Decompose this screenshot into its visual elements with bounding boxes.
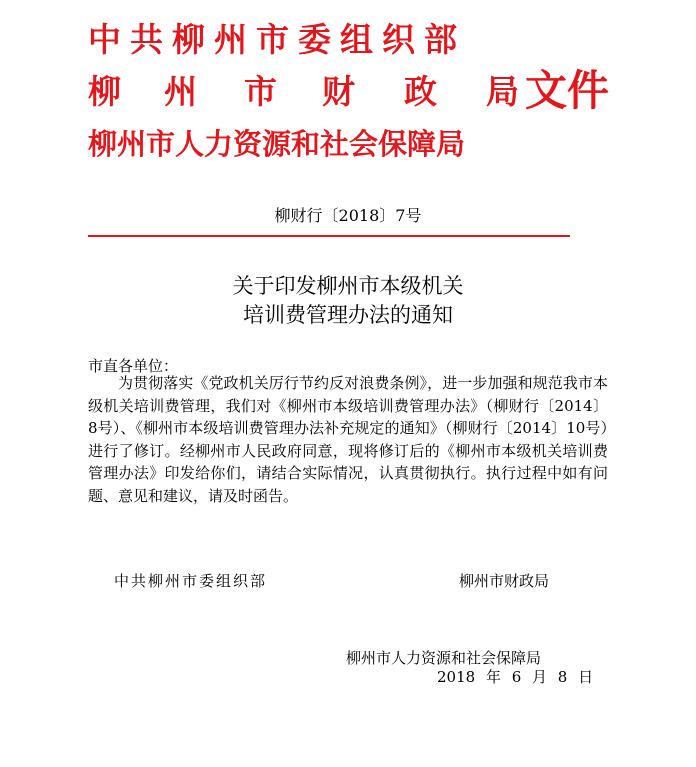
issuer-char: 州 [164,72,197,111]
issuer-line-hr-bureau: 柳州市人力资源和社会保障局 [88,127,466,161]
signature-organization-department: 中共柳州市委组织部 [114,572,268,590]
issuer-char: 柳 [88,72,121,111]
issue-date: 2018 年 6 月 8 日 [437,668,594,686]
issuer-char: 财 [322,72,355,111]
document-title-line-2: 培训费管理办法的通知 [243,303,453,327]
document-number: 柳财行〔2018〕7号 [274,206,422,225]
signature-finance-bureau: 柳州市财政局 [459,572,550,590]
signature-hr-bureau: 柳州市人力资源和社会保障局 [346,649,542,667]
document-title-line-1: 关于印发柳州市本级机关 [232,274,464,298]
issuer-char: 政 [404,72,437,111]
addressee: 市直各单位： [88,357,179,375]
issuer-char: 局 [486,72,519,111]
body-paragraph: 为贯彻落实《党政机关厉行节约反对浪费条例》，进一步加强和规范我市本级机关培训费管理，我们对《柳州市本级培训费管理办法》（柳财行〔2014〕8号）、《柳州市本级培训费管理办法补充规定的通知》（柳财行〔2014〕10号）进行了修订。经柳州市人民政府同意，现将修订后的《柳州市本级机关培训费管理办法》印发给你们，请结合实际情况，认真贯彻执行。执行过程中如有问题、意见和建议，请及时函告。 [88,374,608,505]
document-label: 文件 [525,66,610,115]
issuer-char: 市 [244,72,277,111]
issuer-line-organization-department: 中共柳州市委组织部 [88,20,466,59]
header-divider [88,235,570,237]
